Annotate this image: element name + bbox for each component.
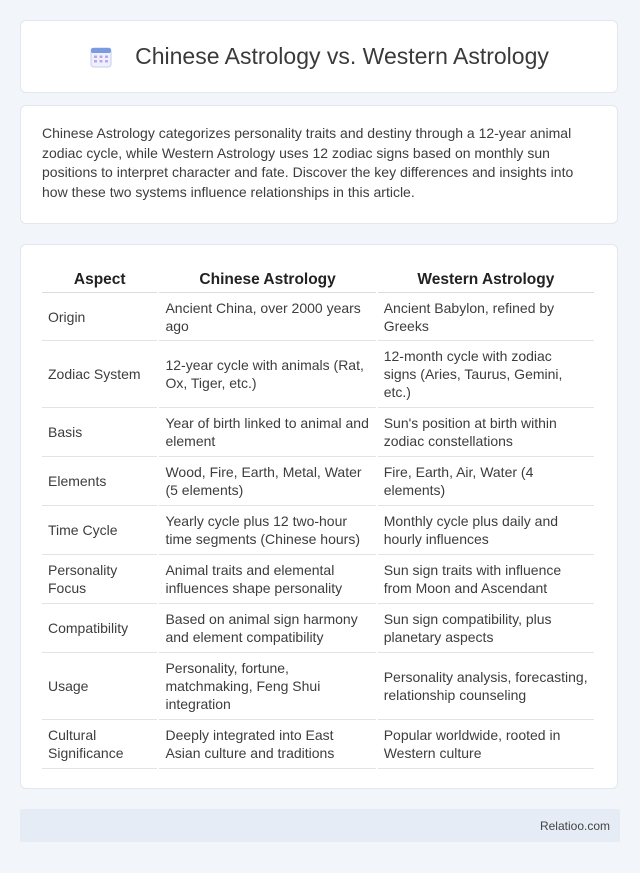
cell-chinese: Yearly cycle plus 12 two-hour time segments (Chinese hours) bbox=[159, 506, 375, 555]
header-western: Western Astrology bbox=[378, 265, 594, 293]
table-row bbox=[42, 457, 594, 506]
cell-chinese: Animal traits and elemental influences shape personality bbox=[159, 555, 375, 604]
cell-western: Fire, Earth, Air, Water (4 elements) bbox=[378, 457, 594, 506]
comparison-table bbox=[40, 265, 596, 769]
cell-chinese: Based on animal sign harmony and element compatibility bbox=[159, 604, 375, 653]
cell-western: Ancient Babylon, refined by Greeks bbox=[378, 293, 594, 341]
header-aspect: Aspect bbox=[42, 265, 157, 293]
cell-chinese: Personality, fortune, matchmaking, Feng Shui integration bbox=[159, 653, 375, 720]
cell-chinese: Year of birth linked to animal and element bbox=[159, 408, 375, 457]
cell-aspect: Zodiac System bbox=[42, 341, 157, 408]
header bbox=[89, 43, 549, 70]
cell-aspect: Origin bbox=[42, 293, 157, 341]
table-row bbox=[42, 555, 594, 604]
footer bbox=[20, 809, 620, 842]
cell-aspect: Personality Focus bbox=[42, 555, 157, 604]
cell-western: Sun sign compatibility, plus planetary aspects bbox=[378, 604, 594, 653]
cell-western: Popular worldwide, rooted in Western culture bbox=[378, 720, 594, 769]
table-row bbox=[42, 408, 594, 457]
header-card bbox=[20, 20, 618, 93]
cell-aspect: Basis bbox=[42, 408, 157, 457]
cell-western: Monthly cycle plus daily and hourly influences bbox=[378, 506, 594, 555]
table-row bbox=[42, 604, 594, 653]
intro-text: Chinese Astrology categorizes personality traits and destiny through a 12-year animal zodiac cycle, while Western Astrology uses 12 zodiac signs based on monthly sun positions to interpret character and fate. Discover the key differences and insights into how these two systems influence relationships in this article. bbox=[42, 125, 574, 200]
page-title: Chinese Astrology vs. Western Astrology bbox=[135, 43, 549, 69]
header-chinese: Chinese Astrology bbox=[159, 265, 375, 293]
cell-western: Sun sign traits with influence from Moon and Ascendant bbox=[378, 555, 594, 604]
cell-aspect: Cultural Significance bbox=[42, 720, 157, 769]
intro-card bbox=[20, 105, 618, 224]
cell-aspect: Compatibility bbox=[42, 604, 157, 653]
table-row bbox=[42, 341, 594, 408]
calendar-icon bbox=[89, 45, 113, 69]
cell-chinese: Ancient China, over 2000 years ago bbox=[159, 293, 375, 341]
cell-chinese: Wood, Fire, Earth, Metal, Water (5 elements) bbox=[159, 457, 375, 506]
cell-chinese: Deeply integrated into East Asian culture and traditions bbox=[159, 720, 375, 769]
table-row bbox=[42, 653, 594, 720]
cell-aspect: Time Cycle bbox=[42, 506, 157, 555]
table-header-row bbox=[42, 265, 594, 293]
cell-aspect: Elements bbox=[42, 457, 157, 506]
table-row bbox=[42, 506, 594, 555]
table-row bbox=[42, 293, 594, 341]
cell-western: Personality analysis, forecasting, relationship counseling bbox=[378, 653, 594, 720]
cell-western: 12-month cycle with zodiac signs (Aries, Taurus, Gemini, etc.) bbox=[378, 341, 594, 408]
footer-brand: Relatioo.com bbox=[539, 818, 610, 833]
cell-western: Sun's position at birth within zodiac constellations bbox=[378, 408, 594, 457]
cell-chinese: 12-year cycle with animals (Rat, Ox, Tiger, etc.) bbox=[159, 341, 375, 408]
cell-aspect: Usage bbox=[42, 653, 157, 720]
table-card bbox=[20, 244, 618, 789]
table-row bbox=[42, 720, 594, 769]
